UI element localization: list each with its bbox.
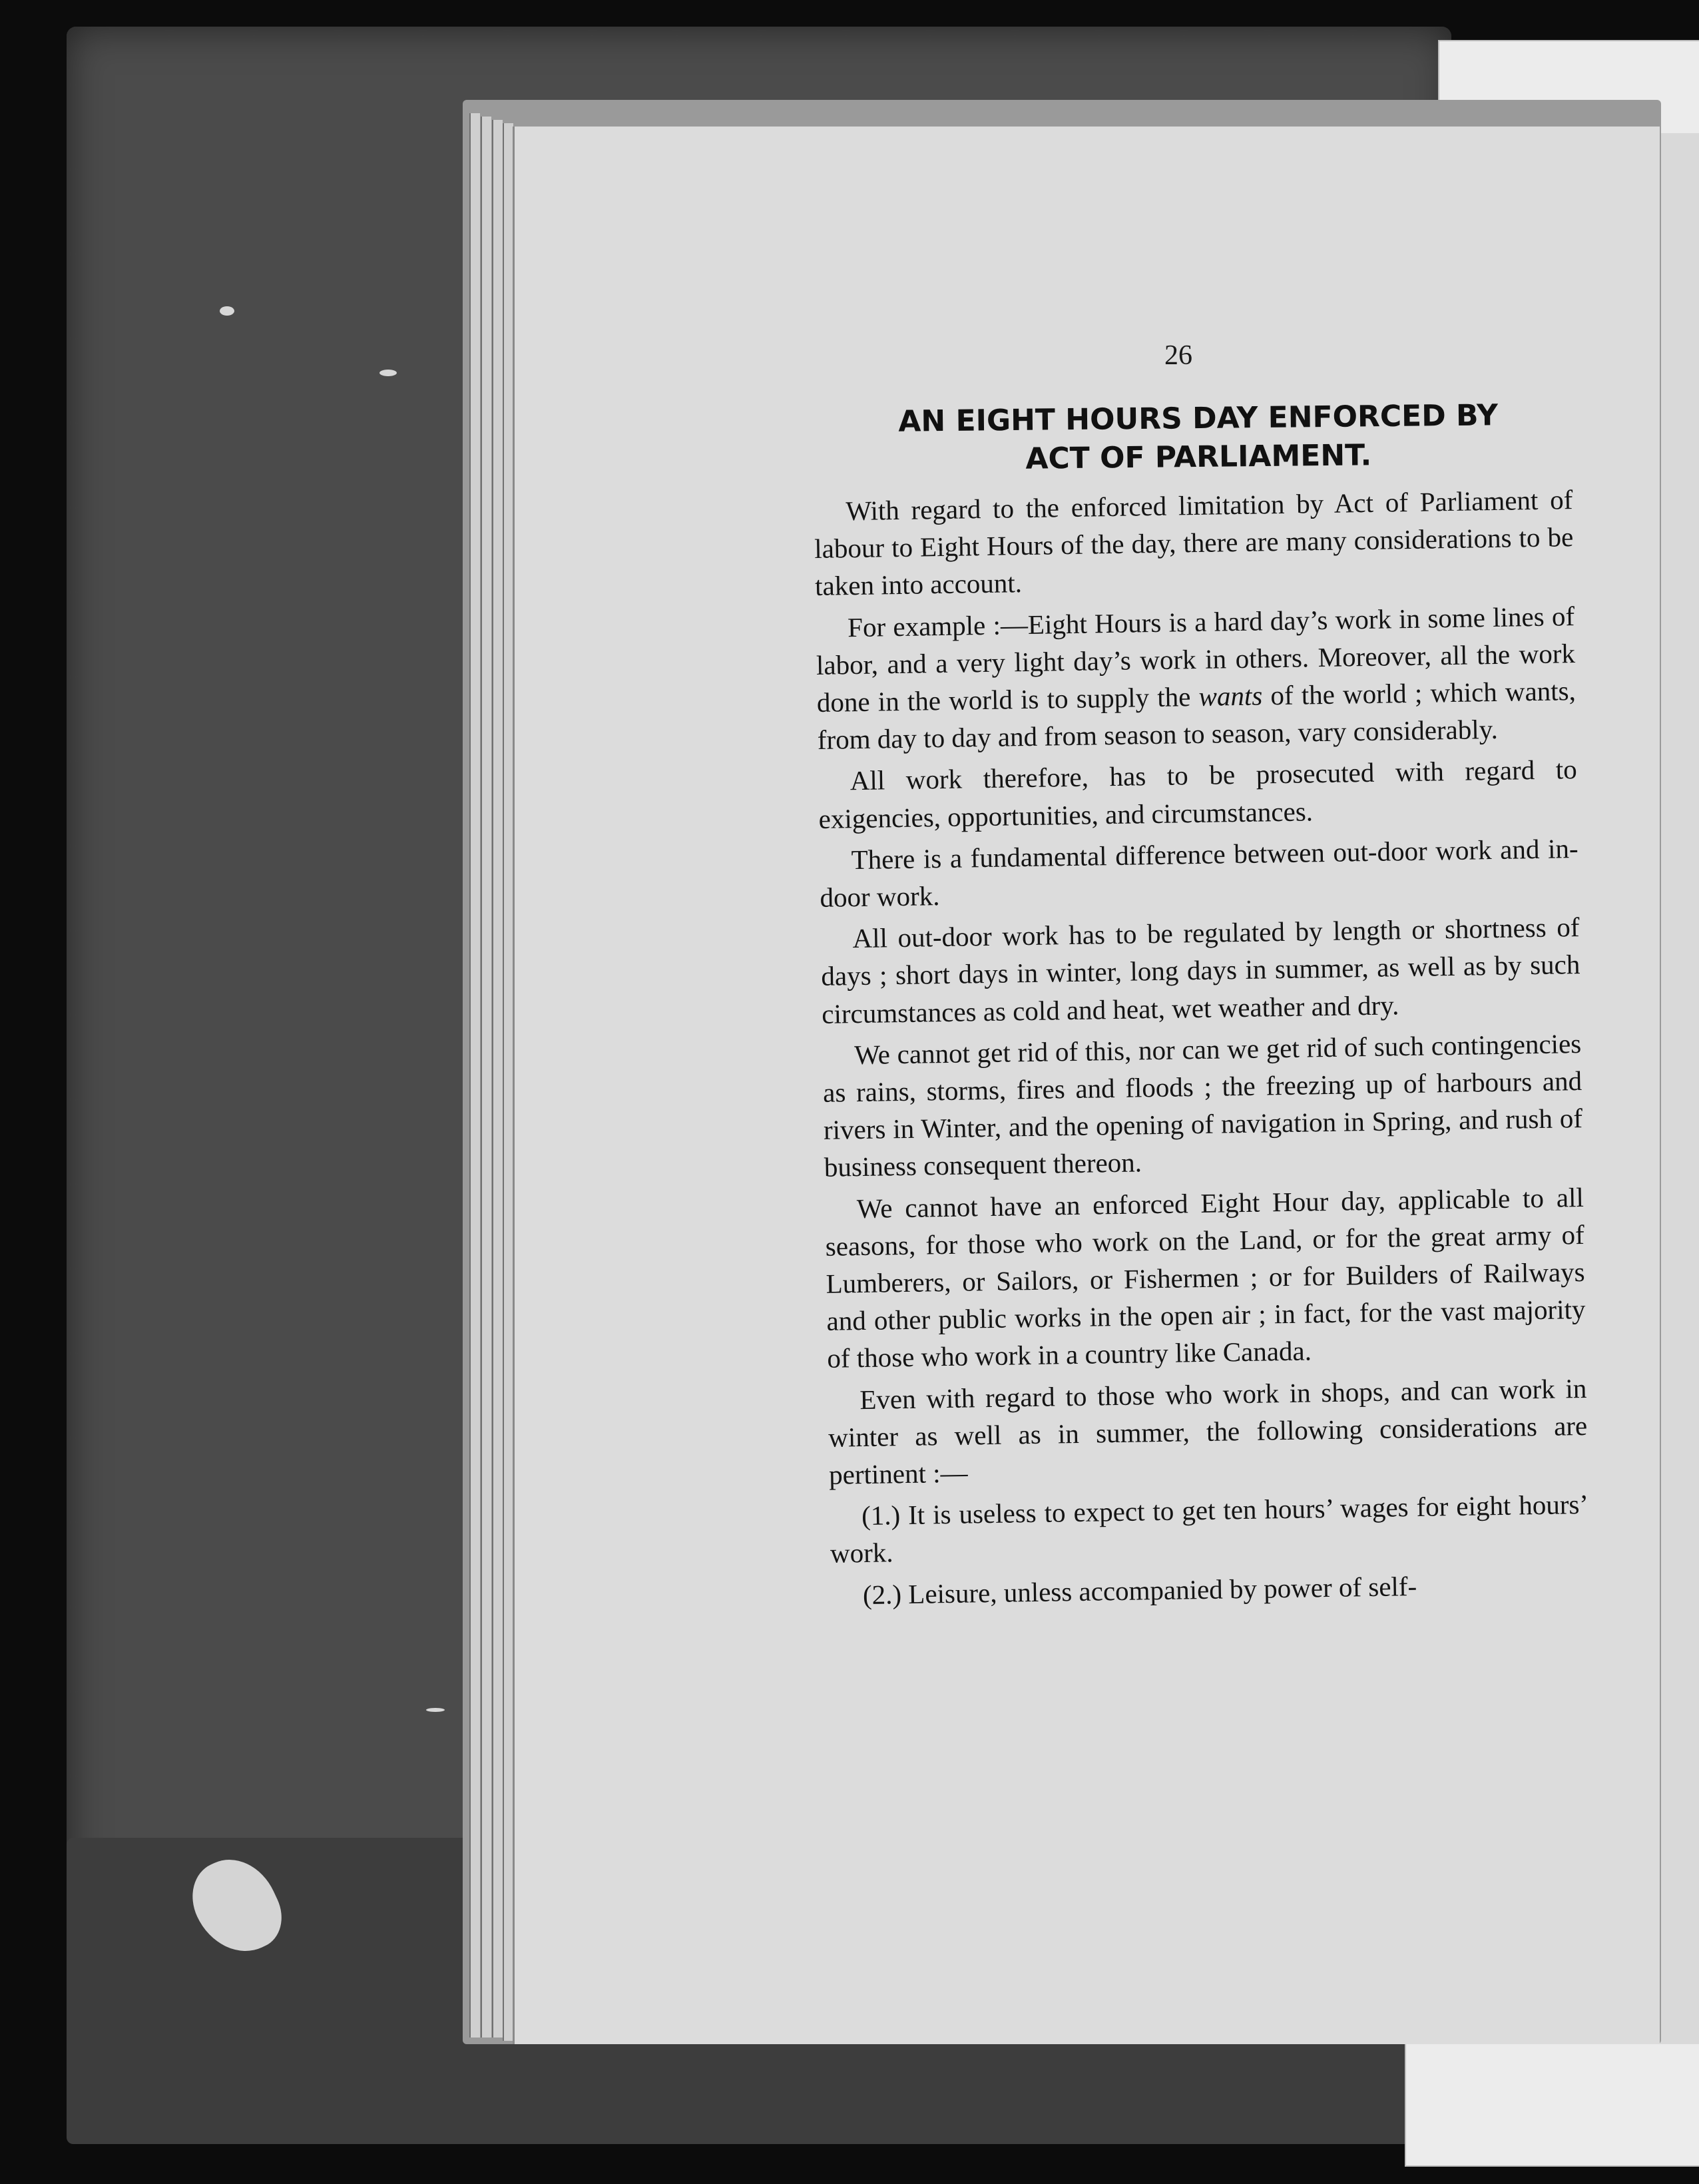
dust-speck <box>220 306 234 316</box>
dust-speck <box>379 370 397 376</box>
emphasis-text: wants <box>1198 680 1263 712</box>
paragraph: We cannot have an enforced Eight Hour day, applicable to all seasons, for those who work on the Land, or for the great army of Lumberers, or Sailors, or Fishermen ; or for Builders of Railways and other public works in the open air ; in fact, for the vast majority of those who work in a country like Canada. <box>825 1181 1586 1374</box>
title-line-2: ACT OF PARLIAMENT. <box>1025 438 1372 476</box>
title-line-1: AN EIGHT HOURS DAY ENFORCED BY <box>898 398 1499 439</box>
paragraph-text: For example :—Eight Hours is a hard day’s work in some lines of labor, and a very light day’s work in others. Moreover, all the work done in the world is to supply the <box>816 600 1576 718</box>
list-item: (2.) Leisure, unless accompanied by power of self- <box>862 1570 1417 1610</box>
page-number: 26 <box>1164 340 1192 371</box>
dust-speck <box>426 1708 445 1712</box>
paragraph: All out-door work has to be regulated by length or shortness of days ; short days in winter, long days in summer, as well as by such circumstances as cold and heat, wet weather and dry. <box>821 912 1580 1029</box>
paragraph: There is a fundamental difference between out-door work and in-door work. <box>820 832 1578 913</box>
page-title <box>818 396 1578 481</box>
paragraph: Even with regard to those who work in shops, and can work in winter as well as in summer, the following considerations are pertinent :— <box>828 1372 1588 1490</box>
paragraph: All work therefore, has to be prosecuted with regard to exigencies, opportunities, and circumstances. <box>818 754 1578 834</box>
list-item: (1.) It is useless to expect to get ten hours’ wages for eight hours’ work. <box>830 1489 1589 1569</box>
paragraph: We cannot get rid of this, nor can we get rid of such contingencies as rains, storms, fires and floods ; the freezing up of harbours and rivers in Winter, and the opening of navigation in Spring, and rush of business consequent thereon. <box>822 1027 1583 1183</box>
bottom-tab <box>1405 2031 1699 2167</box>
page-edge <box>469 113 480 2038</box>
body-text <box>814 481 1590 1618</box>
page-edge <box>503 123 513 2041</box>
page-edge <box>492 120 503 2038</box>
paragraph: With regard to the enforced limitation by Act of Parliament of labour to Eight Hours of the day, there are many considerations to be taken into account. <box>814 484 1574 602</box>
paragraph-text: of the world ; which wants, from day to day and from season to season, vary considerably. <box>817 675 1577 756</box>
page-edge <box>481 117 491 2038</box>
paragraph <box>816 597 1577 759</box>
